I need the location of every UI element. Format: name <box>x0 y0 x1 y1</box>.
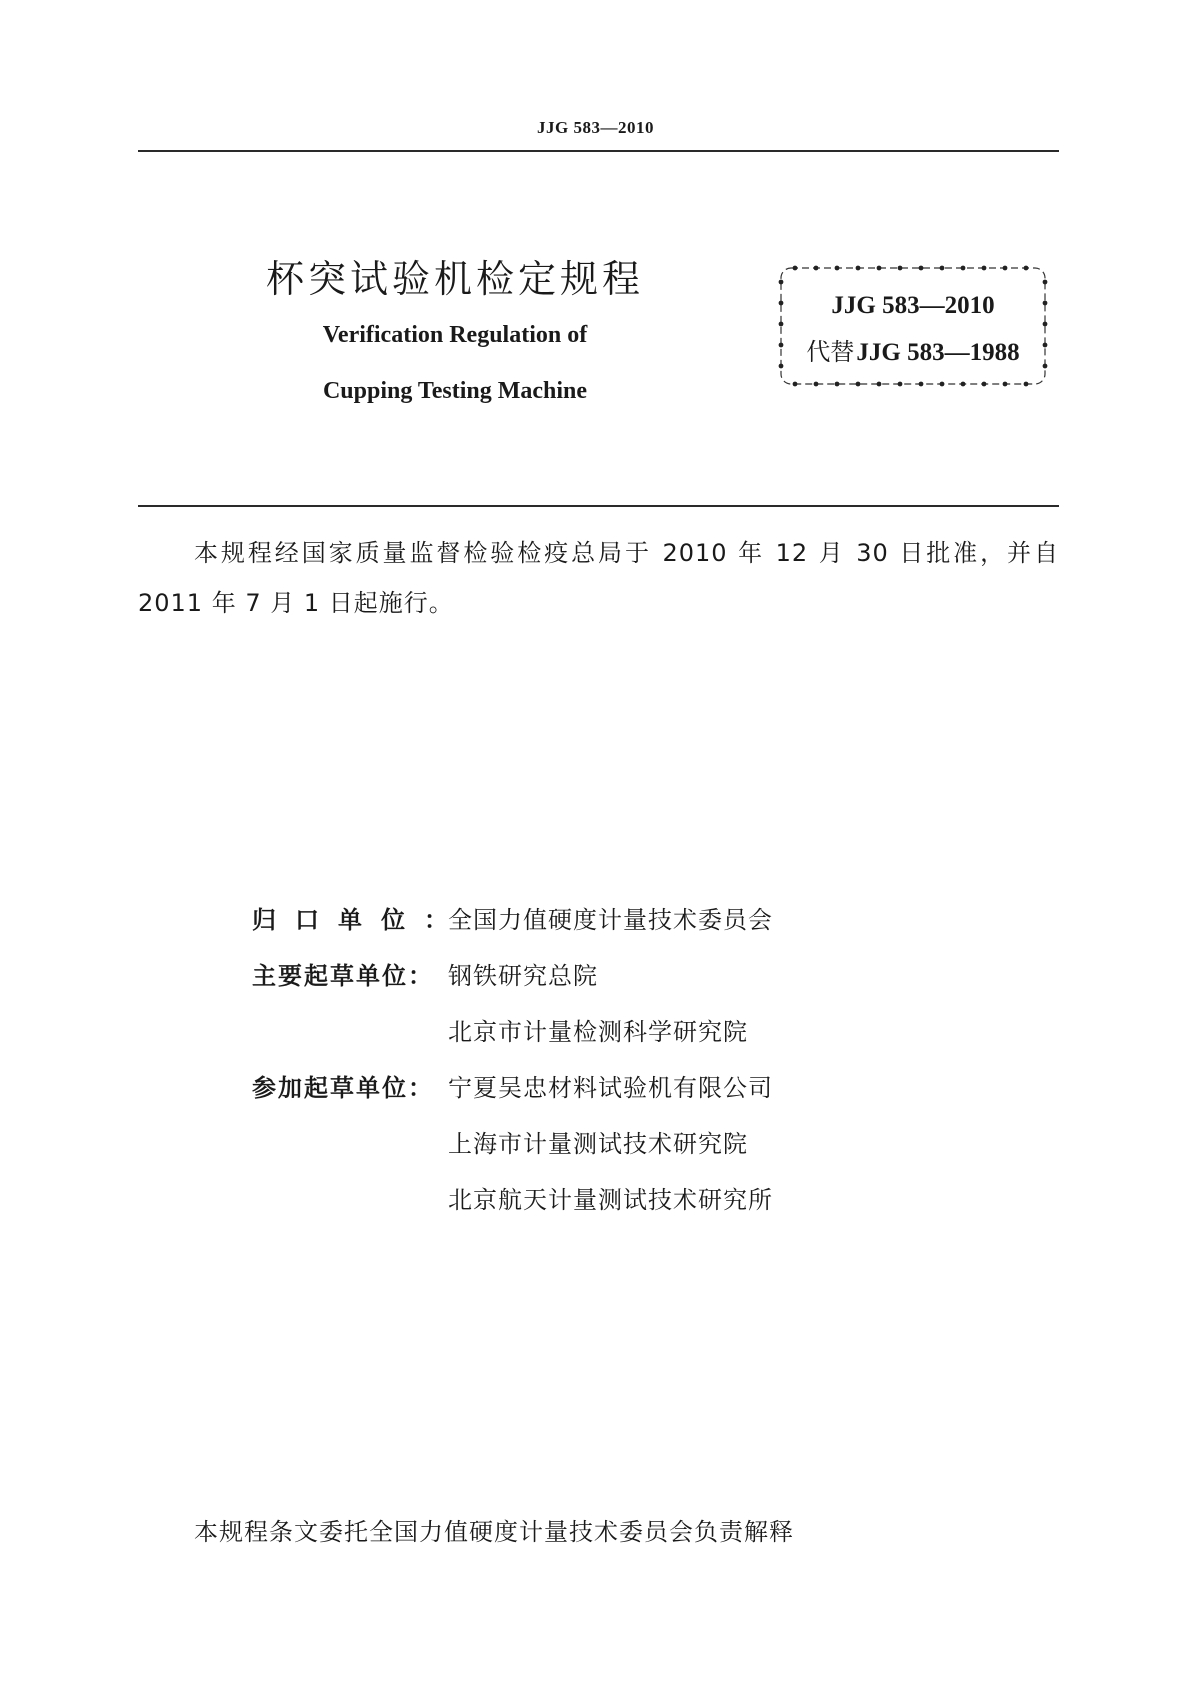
unit-row-participating-2 <box>252 1124 748 1164</box>
code-box-code: JJG 583—2010 <box>831 292 995 319</box>
code-box <box>775 262 1051 390</box>
unit-row-participating-3 <box>252 1180 773 1220</box>
code-box-replaced-code: JJG 583—1988 <box>856 339 1020 366</box>
approval-statement: 本规程经国家质量监督检验检疫总局于 2010 年 12 月 30 日批准，并自 2011 年 7 月 1 日起施行。 <box>138 539 1059 617</box>
unit-row-main-drafter <box>252 956 598 996</box>
unit-label: 参加起草单位： <box>252 1074 434 1102</box>
unit-label: 归口单位： <box>252 906 467 934</box>
decorative-border <box>775 262 1051 390</box>
unit-label: 主要起草单位： <box>252 962 434 990</box>
unit-value: 北京市计量检测科学研究院 <box>448 1018 748 1046</box>
code-box-replace-prefix: 代替 <box>806 338 855 366</box>
unit-value: 上海市计量测试技术研究院 <box>448 1130 748 1158</box>
code-box-replaces <box>775 332 1051 367</box>
header-rule <box>138 150 1059 152</box>
unit-value: 钢铁研究总院 <box>448 962 598 990</box>
title-chinese: 杯突试验机检定规程 <box>265 257 644 301</box>
interpretation-note: 本规程条文委托全国力值硬度计量技术委员会负责解释 <box>194 1518 794 1546</box>
title-english-line2: Cupping Testing Machine <box>322 378 588 404</box>
unit-value: 全国力值硬度计量技术委员会 <box>448 906 773 934</box>
unit-row-participating <box>252 1068 773 1108</box>
unit-row-responsible <box>252 900 773 940</box>
title-english-line1: Verification Regulation of <box>322 322 588 348</box>
unit-value: 宁夏吴忠材料试验机有限公司 <box>448 1074 773 1102</box>
unit-value: 北京航天计量测试技术研究所 <box>448 1186 773 1214</box>
header-code: JJG 583—2010 <box>537 118 654 137</box>
unit-row-main-drafter-2 <box>252 1012 748 1052</box>
title-rule <box>138 505 1059 507</box>
